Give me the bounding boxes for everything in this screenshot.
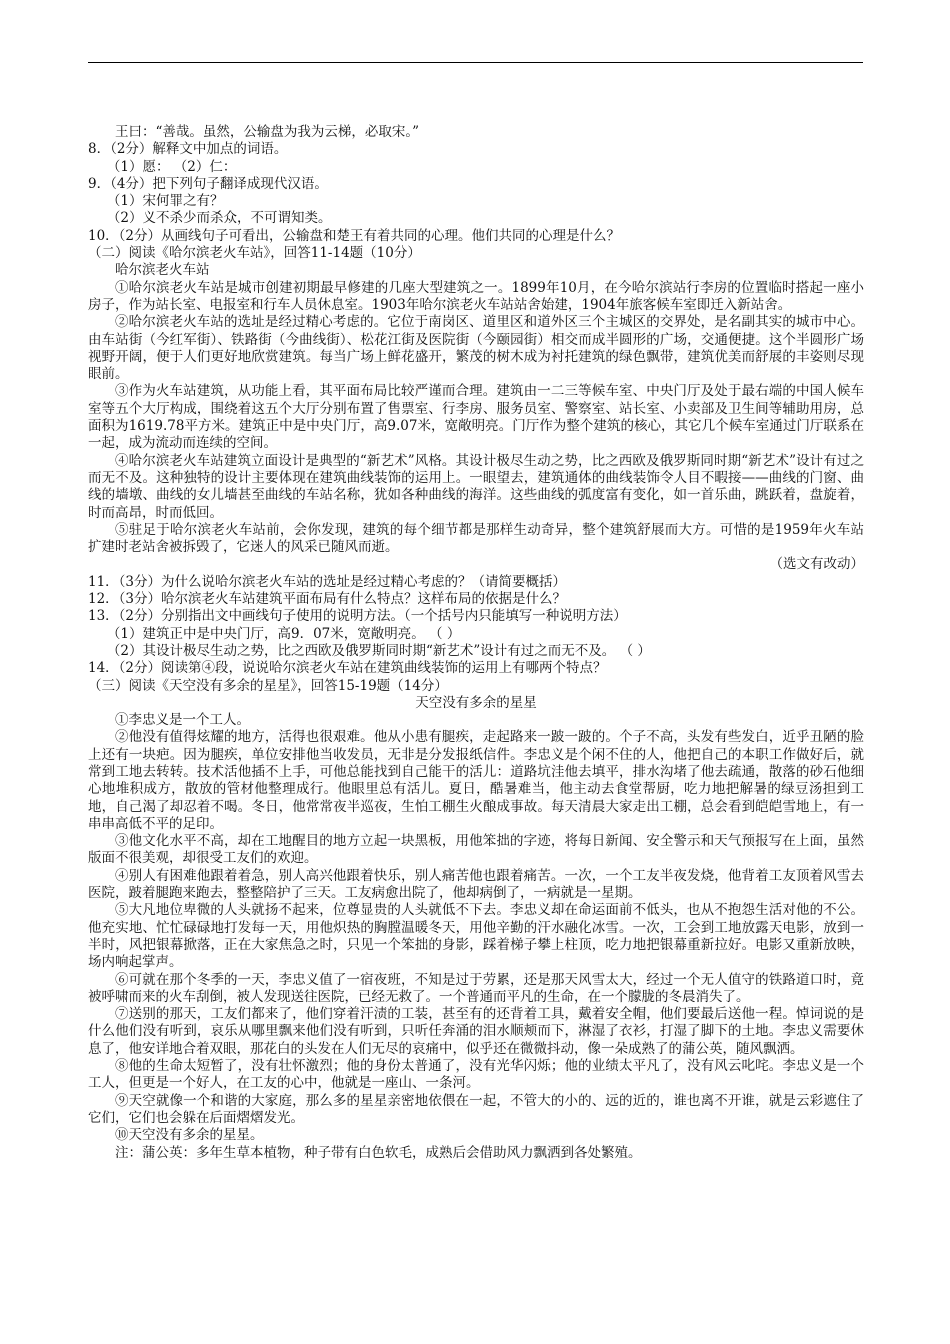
section-2-heading: （二）阅读《哈尔滨老火车站》，回答11-14题（10分） bbox=[88, 245, 421, 262]
source-note: （选文有改动） bbox=[769, 556, 864, 573]
question-11: 11．（3分）为什么说哈尔滨老火车站的选址是经过精心考虑的？（请简要概括） bbox=[88, 573, 567, 590]
story-paragraph-8: ⑧他的生命太短暂了，没有壮怀激烈；他的身份太普通了，没有光华闪烁；他的业绩太平凡了，没有风云叱咤。李忠义是一个工人，但更是一个好人，在工友的心中，他就是一座山、一条河。 bbox=[88, 1058, 864, 1092]
paragraph-1: ①哈尔滨老火车站是城市创建初期最早修建的几座大型建筑之一。1899年10月，在今哈尔滨站行李房的位置临时搭起一座小房子，作为站长室、电报室和行车人员休息室。1903年哈尔滨老火车站站舍始建，1904年旅客候车室即迁入新站舍。 bbox=[88, 279, 864, 313]
document-body bbox=[88, 124, 864, 1162]
header-rule bbox=[88, 62, 863, 63]
question-8: 8．（2分）解释文中加点的词语。 bbox=[88, 141, 288, 158]
story-paragraph-2: ②他没有值得炫耀的地方，活得也很艰难。他从小患有腿疾，走起路来一跛一跛的。个子不高，头发有些发白，近乎丑陋的脸上还有一块疤。因为腿疾，单位安排他当收发员，无非是分发报纸信件。李忠义是个闲不住的人，他把自己的本职工作做好后，就常到工地去转转。技术活他插不上手，可他总能找到自己能干的活儿：道路坑洼他去填平，排水沟堵了他去疏通，散落的砂石他细心地堆积成方，散放的管材他整理成行。他眼里总有活儿。夏日，酷暑难当，他主动去食堂帮厨，吃力地把解暑的绿豆汤担到工地，自己渴了却忍着不喝。冬日，他常常夜半巡夜，生怕工棚生火酿成事故。每天清晨大家走出工棚，总会看到皑皑雪地上，有一串串高低不平的足印。 bbox=[88, 729, 864, 832]
paragraph-2: ②哈尔滨老火车站的选址是经过精心考虑的。它位于南岗区、道里区和道外区三个主城区的交界处，是名副其实的城市中心。由车站街（今红军街）、铁路街（今曲线街）、松花江街及医院街（今颐园街）相交而成半圆形的广场，交通便捷。这个半圆形广场视野开阔，便于人们更好地欣赏建筑。每当广场上鲜花盛开，繁茂的树木成为衬托建筑的绿色飘带，建筑优美而舒展的丰姿则尽现眼前。 bbox=[88, 314, 864, 383]
question-8-blanks: （1）愿： （2）仁： bbox=[106, 158, 237, 175]
question-9-item-1: （1）宋何罪之有？ bbox=[106, 193, 224, 210]
paragraph-3: ③作为火车站建筑，从功能上看，其平面布局比较严谨而合理。建筑由一二三等候车室、中央门厅及处于最右端的中国人候车室等五个大厅构成，围绕着这五个大厅分别布置了售票室、行李房、服务员室、警察室、站长室、小卖部及卫生间等辅助用房，总面积为1619.78平方米。建筑正中是中央门厅，高9.07米，宽敞明亮。门厅作为整个建筑的核心，其它几个候车室通过门厅联系在一起，成为流动而连续的空间。 bbox=[88, 383, 864, 452]
paragraph-5: ⑤驻足于哈尔滨老火车站前，会你发现，建筑的每个细节都是那样生动奇异，整个建筑舒展而大方。可惜的是1959年火车站扩建时老站舍被拆毁了，它迷人的风采已随风而逝。 bbox=[88, 521, 864, 556]
footnote: 注：蒲公英：多年生草本植物，种子带有白色软毛，成熟后会借助风力飘洒到各处繁殖。 bbox=[115, 1144, 642, 1161]
story-paragraph-5: ⑤大凡地位卑微的人头就扬不起来，位尊显贵的人头就低不下去。李忠义却在命运面前不低头，也从不抱怨生活对他的不公。他充实地、忙忙碌碌地打发每一天，用他炽热的胸膛温暖冬天，用他辛勤的汗水融化冰雪。一次，工会到工地放露天电影，放到一半时，风把银幕掀落，正在大家焦急之时，只见一个笨拙的身影，踩着梯子攀上柱顶，吃力地把银幕重新拉好。电影又重新放映，场内响起掌声。 bbox=[88, 902, 864, 971]
question-13-item-2: （2）其设计极尽生动之势，比之西欧及俄罗斯同时期“新艺术”设计有过之而无不及。 （ ） bbox=[106, 642, 651, 659]
story-paragraph-6: ⑥可就在那个冬季的一天，李忠义值了一宿夜班，不知是过于劳累，还是那天风雪太大，经过一个无人值守的铁路道口时，竟被呼啸而来的火车刮倒，被人发现送往医院，已经无救了。一个普通而平凡的生命，在一个朦胧的冬晨消失了。 bbox=[88, 971, 864, 1005]
paragraph-4: ④哈尔滨老火车站建筑立面设计是典型的“新艺术”风格。其设计极尽生动之势，比之西欧及俄罗斯同时期“新艺术”设计有过之而无不及。这种独特的设计主要体现在建筑曲线装饰的运用上。一眼望去，建筑通体的曲线装饰令人目不暇接——曲线的门窗、曲线的墙墩、曲线的女儿墙甚至曲线的车站名称，犹如各种曲线的海洋。这些曲线的弧度富有变化，如一首乐曲，跳跃着，盘旋着，时而高昂，时而低回。 bbox=[88, 452, 864, 521]
section-3-heading: （三）阅读《天空没有多余的星星》，回答15-19题（14分） bbox=[88, 677, 448, 694]
text-line: 王曰：“善哉。虽然，公输盘为我为云梯，必取宋。” bbox=[115, 124, 420, 140]
question-13: 13．（2分）分别指出文中画线句子使用的说明方法。（一个括号内只能填写一种说明方法） bbox=[88, 608, 627, 625]
question-12: 12．（3分）哈尔滨老火车站建筑平面布局有什么特点？这样布局的依据是什么？ bbox=[88, 591, 567, 608]
question-9: 9．（4分）把下列句子翻译成现代汉语。 bbox=[88, 175, 328, 192]
story-paragraph-9: ⑨天空就像一个和谐的大家庭，那么多的星星亲密地依偎在一起，不管大的小的、远的近的，谁也离不开谁，就是云彩遮住了它们，它们也会躲在后面熠熠发光。 bbox=[88, 1092, 864, 1126]
question-10: 10．（2分）从画线句子可看出，公输盘和楚王有着共同的心理。他们共同的心理是什么？ bbox=[88, 227, 621, 244]
article-title-stars: 天空没有多余的星星 bbox=[415, 694, 537, 711]
question-9-item-2: （2）义不杀少而杀众，不可谓知类。 bbox=[106, 210, 332, 227]
story-paragraph-4: ④别人有困难他跟着着急，别人高兴他跟着快乐，别人痛苦他也跟着痛苦。一次，一个工友半夜发烧，他背着工友顶着风雪去医院，跛着腿跑来跑去，整整陪护了三天。工友病愈出院了，他却病倒了，一病就是一星期。 bbox=[88, 867, 864, 902]
story-paragraph-10: ⑩天空没有多余的星星。 bbox=[115, 1127, 264, 1144]
story-paragraph-1: ①李忠义是一个工人。 bbox=[115, 712, 250, 729]
story-paragraph-7: ⑦送别的那天，工友们都来了，他们穿着汗渍的工装，甚至有的还背着工具，戴着安全帽，他们要最后送他一程。悼词说的是什么他们没有听到，哀乐从哪里飘来他们没有听到，只听任奔涌的泪水顺颊而下，淋湿了衣衫，打湿了脚下的土地。李忠义需要休息了，他安详地合着双眼，那花白的头发在人们无尽的哀痛中，似乎还在微微抖动，像一朵成熟了的蒲公英，随风飘洒。 bbox=[88, 1006, 864, 1057]
article-title-harbin: 哈尔滨老火车站 bbox=[115, 262, 210, 279]
story-paragraph-3: ③他文化水平不高，却在工地醒目的地方立起一块黑板，用他笨拙的字迹，将每日新闻、安全警示和天气预报写在上面，虽然版面不很美观，却很受工友们的欢迎。 bbox=[88, 833, 864, 867]
question-13-item-1: （1）建筑正中是中央门厅，高9．07米，宽敞明亮。 （ ） bbox=[106, 625, 461, 642]
question-14: 14．（2分）阅读第④段，说说哈尔滨老火车站在建筑曲线装饰的运用上有哪两个特点？ bbox=[88, 660, 607, 677]
